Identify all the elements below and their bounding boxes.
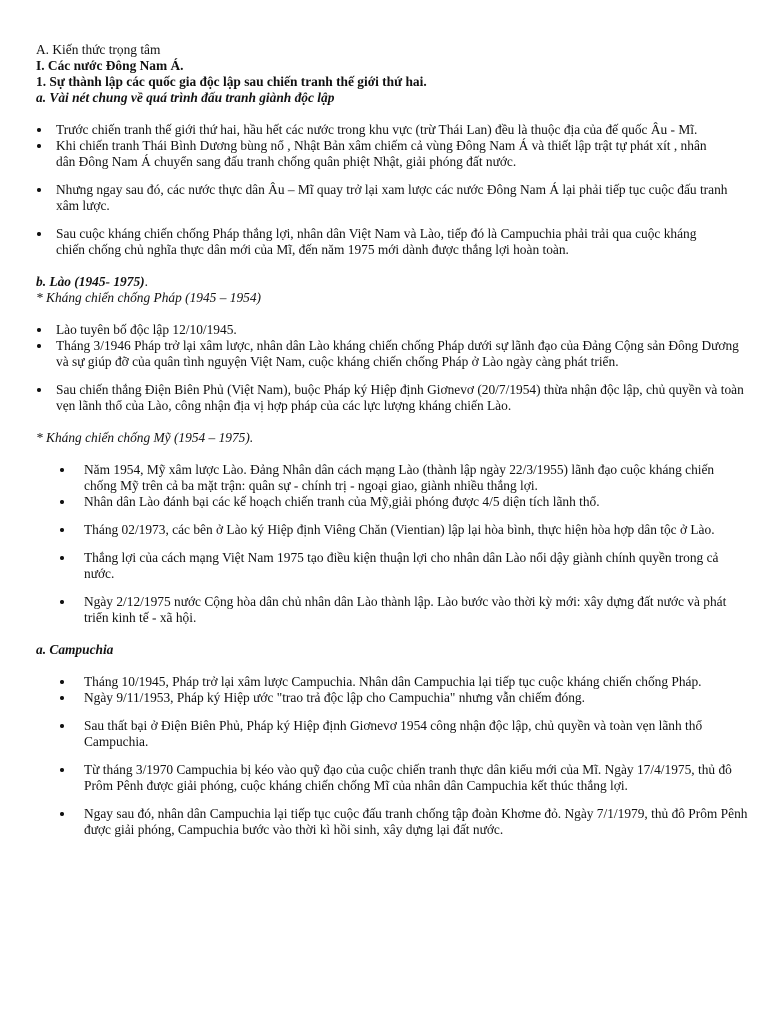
bullet-icon [60, 528, 64, 532]
list-item: Thắng lợi của cách mạng Việt Nam 1975 tạo điều kiện thuận lợi cho nhân dân Lào nổi dậy giành chính quyền trong cả nước. [36, 550, 748, 582]
bullet-icon [60, 500, 64, 504]
list-item: Ngày 9/11/1953, Pháp ký Hiệp ước "trao trả độc lập cho Campuchia" nhưng vẫn chiếm đóng. [36, 690, 748, 706]
list-item: Tháng 02/1973, các bên ở Lào ký Hiệp định Viêng Chăn (Vientian) lập lại hòa bình, thực hiện hòa hợp dân tộc ở Lào. [36, 522, 748, 538]
list-item: Ngày 2/12/1975 nước Cộng hòa dân chủ nhân dân Lào thành lập. Lào bước vào thời kỳ mới: xây dựng đất nước và phát triển kinh tế - xã hội. [36, 594, 748, 626]
list-item: Tháng 3/1946 Pháp trở lại xâm lược, nhân dân Lào kháng chiến chống Pháp dưới sự lãnh đạo của Đảng Cộng sản Đông Dương và sự giúp đỡ của quân tình nguyện Việt Nam, cuộc kháng chiến chống Pháp ở Lào ngày càng phát triển. [36, 338, 748, 370]
bullet-icon [37, 188, 41, 192]
bullet-icon [37, 128, 41, 132]
bullet-icon [60, 556, 64, 560]
bullet-icon [37, 144, 41, 148]
bullet-icon [60, 696, 64, 700]
bullet-icon [37, 328, 41, 332]
part-heading: A. Kiến thức trọng tâm [36, 42, 161, 57]
bullet-icon [60, 468, 64, 472]
list-item: Năm 1954, Mỹ xâm lược Lào. Đảng Nhân dân cách mạng Lào (thành lập ngày 22/3/1955) lãnh đạo cuộc kháng chiến chống Mỹ trên cả ba mặt trận: quân sự - chính trị - ngoại giao, giành nhiều thắng lợi. [36, 462, 748, 494]
bullet-icon [37, 388, 41, 392]
cambodia-list [36, 674, 748, 838]
list-item: Ngay sau đó, nhân dân Campuchia lại tiếp tục cuộc đấu tranh chống tập đoàn Khơme đỏ. Ngày 7/1/1979, thủ đô Prôm Pênh được giải phóng, Campuchia bước vào thời kì hồi sinh, xây dựng lại đất nước. [36, 806, 748, 838]
lao-phase2-heading: * Kháng chiến chống Mỹ (1954 – 1975). [36, 430, 254, 445]
bullet-icon [60, 680, 64, 684]
lao-phase1-heading: * Kháng chiến chống Pháp (1945 – 1954) [36, 290, 262, 305]
general-list [36, 122, 748, 258]
lao-phase2-list [36, 462, 748, 626]
list-item: Sau chiến thắng Điện Biên Phủ (Việt Nam), buộc Pháp ký Hiệp định Giơnevơ (20/7/1954) thừa nhận độc lập, chủ quyền và toàn vẹn lãnh thổ của Lào, công nhận địa vị hợp pháp của các lực lượng kháng chiến Lào. [36, 382, 748, 414]
subsection-heading: a. Vài nét chung về quá trình đấu tranh giành độc lập [36, 90, 335, 105]
cambodia-heading: a. Campuchia [36, 642, 114, 657]
document-page [36, 42, 748, 838]
list-item: Nhưng ngay sau đó, các nước thực dân Âu – Mĩ quay trở lại xam lược các nước Đông Nam Á lại phải tiếp tục cuộc đấu tranh xâm lược. [36, 182, 748, 214]
bullet-icon [60, 600, 64, 604]
lao-phase1-list [36, 322, 748, 414]
list-item: Trước chiến tranh thế giới thứ hai, hầu hết các nước trong khu vực (trừ Thái Lan) đều là thuộc địa của đế quốc Âu - Mĩ. [36, 122, 748, 138]
bullet-icon [60, 724, 64, 728]
list-item: Tháng 10/1945, Pháp trở lại xâm lược Campuchia. Nhân dân Campuchia lại tiếp tục cuộc kháng chiến chống Pháp. [36, 674, 748, 690]
chapter-heading: I. Các nước Đông Nam Á. [36, 58, 184, 73]
list-item: Khi chiến tranh Thái Bình Dương bùng nổ , Nhật Bản xâm chiếm cả vùng Đông Nam Á và thiết lập trật tự phát xít , nhân dân Đông Nam Á chuyển sang đấu tranh chống quân phiệt Nhật, giải phóng đất nước. [36, 138, 748, 170]
bullet-icon [60, 768, 64, 772]
bullet-icon [37, 344, 41, 348]
list-item: Lào tuyên bố độc lập 12/10/1945. [36, 322, 748, 338]
section-heading: 1. Sự thành lập các quốc gia độc lập sau chiến tranh thế giới thứ hai. [36, 74, 427, 89]
lao-heading: b. Lào (1945- 1975). [36, 274, 148, 289]
list-item: Từ tháng 3/1970 Campuchia bị kéo vào quỹ đạo của cuộc chiến tranh thực dân kiểu mới của Mĩ. Ngày 17/4/1975, thủ đô Prôm Pênh được giải phóng, cuộc kháng chiến chống Mĩ của nhân dân Campuchia kết thúc thắng lợi. [36, 762, 748, 794]
list-item: Sau thất bại ở Điện Biên Phủ, Pháp ký Hiệp định Giơnevơ 1954 công nhận độc lập, chủ quyền và toàn vẹn lãnh thổ Campuchia. [36, 718, 748, 750]
list-item: Sau cuộc kháng chiến chống Pháp thắng lợi, nhân dân Việt Nam và Lào, tiếp đó là Campuchia phải trải qua cuộc kháng chiến chống chủ nghĩa thực dân mới của Mĩ, đến năm 1975 mới dành được thắng lợi hoàn toàn. [36, 226, 748, 258]
bullet-icon [37, 232, 41, 236]
list-item: Nhân dân Lào đánh bại các kế hoạch chiến tranh của Mỹ,giải phóng được 4/5 diện tích lãnh thổ. [36, 494, 748, 510]
bullet-icon [60, 812, 64, 816]
